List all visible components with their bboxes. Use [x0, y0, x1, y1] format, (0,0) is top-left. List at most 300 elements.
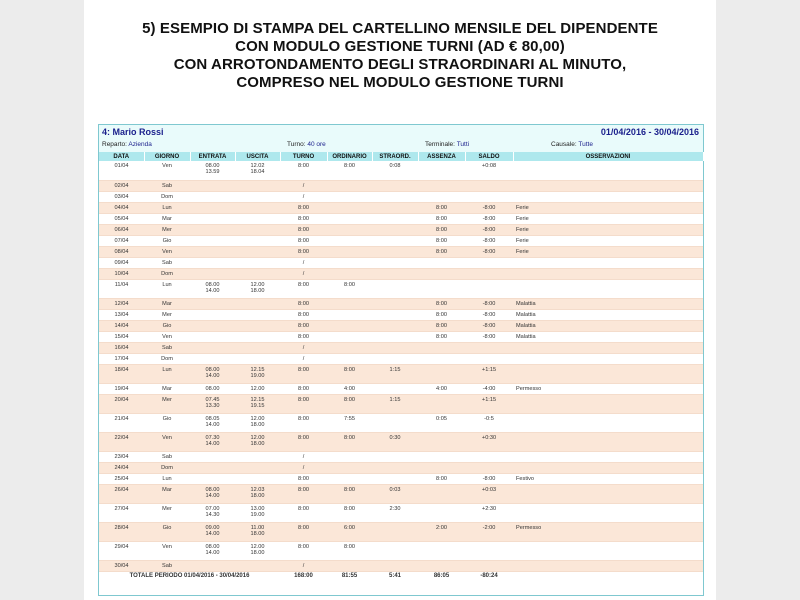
cell-turno: 8:00 [280, 224, 327, 235]
cell-uscita: 12.00 [235, 383, 280, 394]
cell-data: 07/04 [99, 235, 144, 246]
cell-turno: 8:00 [280, 383, 327, 394]
cell-entrata: 08.00 14.00 [190, 541, 235, 560]
cell-saldo [465, 342, 513, 353]
col-header-saldo: SALDO [465, 152, 513, 161]
cell-straord: 0:03 [372, 484, 418, 503]
cell-assenza: 8:00 [418, 246, 465, 257]
cell-turno: / [280, 191, 327, 202]
cell-uscita [235, 451, 280, 462]
cell-saldo [465, 180, 513, 191]
cell-assenza [418, 257, 465, 268]
cell-giorno: Ven [144, 541, 190, 560]
col-header-data: DATA [99, 152, 144, 161]
cell-osservazioni [513, 353, 703, 364]
cell-entrata [190, 180, 235, 191]
cell-assenza [418, 279, 465, 298]
cell-saldo [465, 268, 513, 279]
cell-giorno: Sab [144, 180, 190, 191]
document-page [84, 0, 716, 600]
cell-data: 10/04 [99, 268, 144, 279]
cell-data: 22/04 [99, 432, 144, 451]
table-row [99, 180, 703, 191]
cell-ordinario [327, 213, 372, 224]
cell-data: 28/04 [99, 522, 144, 541]
cell-giorno: Sab [144, 560, 190, 571]
cell-straord [372, 298, 418, 309]
cell-uscita: 12.00 18.00 [235, 432, 280, 451]
cell-assenza [418, 268, 465, 279]
cell-saldo: +0:30 [465, 432, 513, 451]
cell-giorno: Ven [144, 161, 190, 180]
cell-straord [372, 309, 418, 320]
cell-data: 18/04 [99, 364, 144, 383]
col-header-ordinario: ORDINARIO [327, 152, 372, 161]
col-header-osservazioni: OSSERVAZIONI [513, 152, 703, 161]
cell-entrata: 07.45 13.30 [190, 394, 235, 413]
cell-entrata: 08.00 14.00 [190, 279, 235, 298]
cell-straord [372, 560, 418, 571]
table-row [99, 413, 703, 432]
cell-turno: 8:00 [280, 541, 327, 560]
cell-saldo: -8:00 [465, 473, 513, 484]
cell-assenza [418, 432, 465, 451]
cell-straord: 2:30 [372, 503, 418, 522]
cell-giorno: Lun [144, 473, 190, 484]
cell-entrata: 08.00 14.00 [190, 364, 235, 383]
cell-straord [372, 320, 418, 331]
cell-giorno: Mar [144, 298, 190, 309]
cell-uscita [235, 473, 280, 484]
cell-osservazioni: Permesso [513, 383, 703, 394]
cell-turno: / [280, 560, 327, 571]
cell-straord [372, 224, 418, 235]
cell-assenza: 8:00 [418, 298, 465, 309]
cell-saldo: +1:15 [465, 394, 513, 413]
cell-saldo: -8:00 [465, 320, 513, 331]
cell-entrata [190, 560, 235, 571]
cell-uscita [235, 353, 280, 364]
cell-data: 11/04 [99, 279, 144, 298]
cell-osservazioni: Festivo [513, 473, 703, 484]
cell-uscita [235, 224, 280, 235]
cell-osservazioni: Ferie [513, 202, 703, 213]
cell-ordinario: 8:00 [327, 503, 372, 522]
cell-data: 06/04 [99, 224, 144, 235]
cell-entrata [190, 342, 235, 353]
cell-data: 16/04 [99, 342, 144, 353]
cell-osservazioni [513, 413, 703, 432]
cell-entrata [190, 191, 235, 202]
cell-uscita [235, 268, 280, 279]
cell-assenza [418, 364, 465, 383]
table-row [99, 279, 703, 298]
cell-saldo: -0:5 [465, 413, 513, 432]
cell-osservazioni: Malattia [513, 298, 703, 309]
cell-ordinario: 8:00 [327, 364, 372, 383]
total-row [99, 571, 703, 583]
cell-entrata [190, 246, 235, 257]
cell-osservazioni [513, 279, 703, 298]
cell-osservazioni: Ferie [513, 213, 703, 224]
cell-straord [372, 342, 418, 353]
cell-ordinario [327, 224, 372, 235]
col-header-uscita: USCITA [235, 152, 280, 161]
cell-osservazioni [513, 180, 703, 191]
total-osservazioni [513, 571, 703, 583]
cell-giorno: Dom [144, 462, 190, 473]
table-row [99, 522, 703, 541]
cell-entrata: 07.30 14.00 [190, 432, 235, 451]
reparto-field [102, 141, 152, 148]
cell-osservazioni [513, 364, 703, 383]
cell-saldo [465, 451, 513, 462]
cell-straord [372, 522, 418, 541]
cell-osservazioni: Ferie [513, 235, 703, 246]
cell-turno: 8:00 [280, 298, 327, 309]
cell-data: 25/04 [99, 473, 144, 484]
cell-saldo [465, 462, 513, 473]
cell-uscita [235, 298, 280, 309]
cell-saldo [465, 257, 513, 268]
cell-entrata: 07.00 14.30 [190, 503, 235, 522]
cell-assenza: 4:00 [418, 383, 465, 394]
cell-osservazioni: Ferie [513, 224, 703, 235]
cell-straord [372, 257, 418, 268]
cell-data: 19/04 [99, 383, 144, 394]
cell-ordinario: 8:00 [327, 541, 372, 560]
cell-turno: 8:00 [280, 522, 327, 541]
col-header-straord: STRAORD. [372, 152, 418, 161]
table-row [99, 364, 703, 383]
table-row [99, 268, 703, 279]
cell-data: 08/04 [99, 246, 144, 257]
cell-entrata [190, 309, 235, 320]
cell-straord [372, 279, 418, 298]
cell-ordinario [327, 309, 372, 320]
cell-assenza [418, 503, 465, 522]
cell-giorno: Ven [144, 331, 190, 342]
cell-giorno: Mer [144, 503, 190, 522]
cell-osservazioni [513, 342, 703, 353]
cell-giorno: Sab [144, 257, 190, 268]
heading-line-2: CON MODULO GESTIONE TURNI (AD € 80,00) [235, 38, 565, 55]
cell-assenza [418, 191, 465, 202]
table-row [99, 394, 703, 413]
cell-saldo: -8:00 [465, 213, 513, 224]
cell-turno: / [280, 257, 327, 268]
cell-entrata [190, 202, 235, 213]
info-line [99, 141, 703, 151]
cell-giorno: Mer [144, 309, 190, 320]
cell-turno: 8:00 [280, 320, 327, 331]
cell-giorno: Sab [144, 342, 190, 353]
cell-straord [372, 246, 418, 257]
cell-ordinario [327, 180, 372, 191]
cell-data: 29/04 [99, 541, 144, 560]
cell-ordinario: 8:00 [327, 484, 372, 503]
table-row [99, 320, 703, 331]
cell-osservazioni: Permesso [513, 522, 703, 541]
cell-uscita [235, 462, 280, 473]
employee-name: 4: Mario Rossi [102, 127, 164, 137]
cell-ordinario [327, 268, 372, 279]
cell-ordinario [327, 353, 372, 364]
cell-giorno: Dom [144, 268, 190, 279]
cell-uscita: 12.00 18.00 [235, 279, 280, 298]
cell-ordinario: 4:00 [327, 383, 372, 394]
cell-ordinario [327, 298, 372, 309]
cell-data: 14/04 [99, 320, 144, 331]
cell-assenza [418, 541, 465, 560]
cell-ordinario: 8:00 [327, 394, 372, 413]
total-label: TOTALE PERIODO 01/04/2016 - 30/04/2016 [99, 571, 280, 583]
total-saldo: -80:24 [465, 571, 513, 583]
cell-saldo [465, 279, 513, 298]
cell-turno: 8:00 [280, 202, 327, 213]
cell-assenza [418, 342, 465, 353]
cell-osservazioni [513, 394, 703, 413]
cell-assenza [418, 161, 465, 180]
table-row [99, 432, 703, 451]
cell-saldo: +2:30 [465, 503, 513, 522]
cell-ordinario [327, 342, 372, 353]
cell-entrata: 09.00 14.00 [190, 522, 235, 541]
cell-data: 12/04 [99, 298, 144, 309]
cell-assenza: 0:05 [418, 413, 465, 432]
cell-ordinario [327, 202, 372, 213]
cell-uscita: 12.00 18.00 [235, 541, 280, 560]
cell-data: 05/04 [99, 213, 144, 224]
cell-osservazioni [513, 451, 703, 462]
cell-straord [372, 331, 418, 342]
cell-uscita [235, 560, 280, 571]
cell-turno: / [280, 462, 327, 473]
table-row [99, 257, 703, 268]
cell-entrata [190, 224, 235, 235]
col-header-turno: TURNO [280, 152, 327, 161]
cell-turno: 8:00 [280, 279, 327, 298]
table-row [99, 462, 703, 473]
cell-entrata [190, 257, 235, 268]
cell-assenza: 8:00 [418, 235, 465, 246]
cell-entrata [190, 462, 235, 473]
cell-data: 20/04 [99, 394, 144, 413]
cell-saldo [465, 541, 513, 560]
cell-giorno: Lun [144, 364, 190, 383]
cell-assenza: 8:00 [418, 224, 465, 235]
cell-turno: 8:00 [280, 413, 327, 432]
cell-entrata [190, 298, 235, 309]
cell-straord [372, 413, 418, 432]
cell-saldo: -8:00 [465, 331, 513, 342]
cell-data: 15/04 [99, 331, 144, 342]
table-row [99, 451, 703, 462]
cell-turno: 8:00 [280, 309, 327, 320]
cell-giorno: Mar [144, 484, 190, 503]
table-row [99, 342, 703, 353]
table-row [99, 541, 703, 560]
causale-value: Tutte [578, 141, 593, 148]
cell-giorno: Ven [144, 432, 190, 451]
cell-uscita [235, 342, 280, 353]
total-turno: 168:00 [280, 571, 327, 583]
cell-saldo: -8:00 [465, 202, 513, 213]
cell-assenza [418, 451, 465, 462]
cell-osservazioni [513, 462, 703, 473]
cell-osservazioni [513, 503, 703, 522]
cell-entrata: 08.00 14.00 [190, 484, 235, 503]
cell-assenza [418, 484, 465, 503]
cell-turno: 8:00 [280, 484, 327, 503]
cell-saldo: -8:00 [465, 298, 513, 309]
cell-saldo [465, 560, 513, 571]
cell-saldo: -8:00 [465, 246, 513, 257]
table-row [99, 202, 703, 213]
cell-data: 13/04 [99, 309, 144, 320]
cell-turno: 8:00 [280, 364, 327, 383]
cell-turno: / [280, 180, 327, 191]
cell-turno: 8:00 [280, 432, 327, 451]
cell-turno: 8:00 [280, 246, 327, 257]
table-row [99, 484, 703, 503]
cell-turno: 8:00 [280, 331, 327, 342]
terminale-value: Tutti [456, 141, 470, 148]
cell-assenza: 8:00 [418, 320, 465, 331]
cell-saldo [465, 191, 513, 202]
cell-osservazioni [513, 541, 703, 560]
cell-osservazioni [513, 161, 703, 180]
cell-osservazioni: Malattia [513, 331, 703, 342]
cell-assenza: 2:00 [418, 522, 465, 541]
cell-ordinario: 6:00 [327, 522, 372, 541]
col-header-entrata: ENTRATA [190, 152, 235, 161]
cell-uscita: 11.00 18.00 [235, 522, 280, 541]
cell-ordinario: 7:55 [327, 413, 372, 432]
cell-uscita [235, 309, 280, 320]
cell-data: 21/04 [99, 413, 144, 432]
cell-entrata: 08.00 [190, 383, 235, 394]
timesheet-body [99, 161, 703, 571]
reparto-value: Azienda [128, 141, 152, 148]
table-row [99, 246, 703, 257]
cell-uscita: 12.15 19.15 [235, 394, 280, 413]
cell-data: 30/04 [99, 560, 144, 571]
cell-uscita [235, 320, 280, 331]
document-heading [84, 20, 716, 92]
cell-saldo: -8:00 [465, 309, 513, 320]
turno-field [287, 141, 326, 148]
cell-data: 02/04 [99, 180, 144, 191]
cell-ordinario [327, 331, 372, 342]
cell-ordinario [327, 560, 372, 571]
table-row [99, 213, 703, 224]
cell-straord [372, 191, 418, 202]
causale-field [551, 141, 593, 148]
cell-data: 26/04 [99, 484, 144, 503]
cell-data: 09/04 [99, 257, 144, 268]
cell-assenza: 8:00 [418, 331, 465, 342]
cell-straord [372, 473, 418, 484]
table-row [99, 473, 703, 484]
table-row [99, 383, 703, 394]
cell-uscita [235, 331, 280, 342]
cell-uscita [235, 235, 280, 246]
cell-osservazioni: Ferie [513, 246, 703, 257]
cell-straord [372, 383, 418, 394]
cell-entrata [190, 331, 235, 342]
cell-assenza [418, 560, 465, 571]
cell-osservazioni [513, 484, 703, 503]
cell-giorno: Gio [144, 235, 190, 246]
table-row [99, 560, 703, 571]
total-straord: 5:41 [372, 571, 418, 583]
table-row [99, 161, 703, 180]
cell-turno: 8:00 [280, 161, 327, 180]
total-assenza: 86:05 [418, 571, 465, 583]
cell-giorno: Ven [144, 246, 190, 257]
table-row [99, 224, 703, 235]
cell-entrata [190, 235, 235, 246]
cell-giorno: Dom [144, 191, 190, 202]
table-row [99, 503, 703, 522]
cell-turno: 8:00 [280, 394, 327, 413]
cell-straord [372, 202, 418, 213]
cell-turno: 8:00 [280, 235, 327, 246]
cell-data: 27/04 [99, 503, 144, 522]
cell-giorno: Dom [144, 353, 190, 364]
cell-assenza: 8:00 [418, 202, 465, 213]
cell-ordinario [327, 257, 372, 268]
table-row [99, 331, 703, 342]
table-header-row [99, 152, 703, 161]
cell-saldo [465, 353, 513, 364]
cell-saldo: +0:08 [465, 161, 513, 180]
cell-straord: 1:15 [372, 364, 418, 383]
cell-uscita [235, 191, 280, 202]
cell-giorno: Mar [144, 383, 190, 394]
terminale-field [425, 141, 469, 148]
terminale-label: Terminale: [425, 141, 455, 148]
cell-entrata [190, 353, 235, 364]
cell-straord: 0:08 [372, 161, 418, 180]
cell-osservazioni [513, 268, 703, 279]
cell-ordinario: 8:00 [327, 161, 372, 180]
cell-entrata: 08.05 14.00 [190, 413, 235, 432]
cell-giorno: Gio [144, 413, 190, 432]
cell-osservazioni [513, 560, 703, 571]
cell-saldo: +1:15 [465, 364, 513, 383]
cell-entrata [190, 451, 235, 462]
cell-osservazioni [513, 432, 703, 451]
cell-turno: / [280, 451, 327, 462]
cell-straord [372, 213, 418, 224]
timesheet-table [99, 152, 704, 583]
turno-label: Turno: [287, 141, 306, 148]
cell-entrata [190, 268, 235, 279]
cell-turno: / [280, 353, 327, 364]
cell-giorno: Mar [144, 213, 190, 224]
table-row [99, 298, 703, 309]
cell-uscita: 12.00 18.00 [235, 413, 280, 432]
cell-uscita: 12.02 18.04 [235, 161, 280, 180]
cell-straord: 0:30 [372, 432, 418, 451]
cell-entrata [190, 473, 235, 484]
cell-straord [372, 268, 418, 279]
cell-assenza [418, 180, 465, 191]
cell-assenza: 8:00 [418, 309, 465, 320]
cell-assenza [418, 353, 465, 364]
